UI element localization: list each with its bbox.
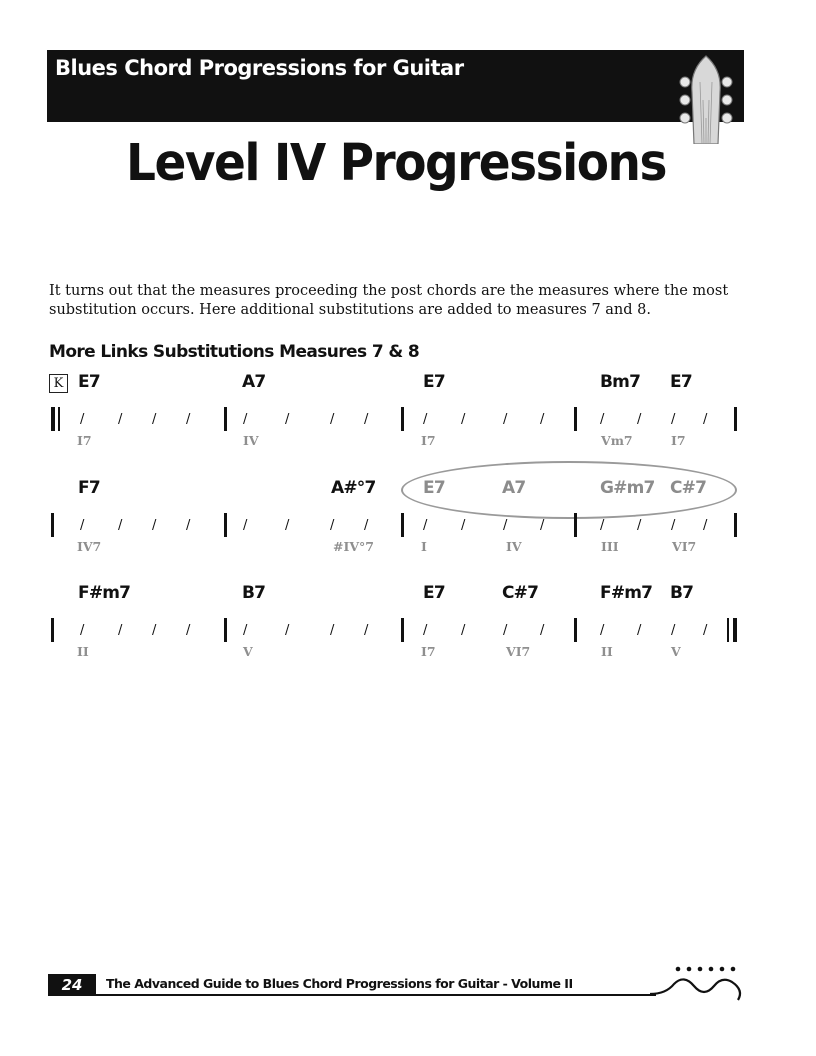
beat-slash: / bbox=[330, 623, 335, 638]
beat-slash: / bbox=[503, 623, 508, 638]
start-barline bbox=[51, 618, 54, 642]
chord-symbol: F#m7 bbox=[78, 583, 131, 603]
barline bbox=[401, 618, 404, 642]
chord-symbol: E7 bbox=[423, 583, 445, 603]
beat-slash: / bbox=[364, 518, 369, 533]
beat-slash: / bbox=[285, 518, 290, 533]
beat-slash: / bbox=[703, 623, 708, 638]
header-title: Blues Chord Progressions for Guitar bbox=[55, 56, 464, 80]
footer-rule bbox=[96, 994, 656, 996]
beat-slash: / bbox=[243, 518, 248, 533]
chord-symbol: C#7 bbox=[670, 478, 707, 498]
barline bbox=[224, 407, 227, 431]
chord-symbol: C#7 bbox=[502, 583, 539, 603]
chord-symbol: B7 bbox=[242, 583, 266, 603]
beat-slash: / bbox=[186, 518, 191, 533]
footer-book-title: The Advanced Guide to Blues Chord Progressions for Guitar - Volume II bbox=[106, 976, 573, 991]
beat-slash: / bbox=[703, 412, 708, 427]
beat-slash: / bbox=[118, 623, 123, 638]
beat-slash: / bbox=[152, 412, 157, 427]
chord-symbol: E7 bbox=[670, 372, 692, 392]
beat-slash: / bbox=[330, 412, 335, 427]
roman-numeral: I7 bbox=[671, 433, 686, 448]
roman-numeral: V bbox=[243, 644, 253, 659]
roman-numeral: I7 bbox=[421, 644, 436, 659]
roman-numeral: III bbox=[601, 539, 619, 554]
beat-slash: / bbox=[671, 412, 676, 427]
beat-slash: / bbox=[461, 518, 466, 533]
beat-slash: / bbox=[600, 518, 605, 533]
chord-symbol: A7 bbox=[502, 478, 526, 498]
beat-slash: / bbox=[671, 623, 676, 638]
beat-slash: / bbox=[600, 623, 605, 638]
beat-slash: / bbox=[540, 518, 545, 533]
end-barline bbox=[734, 407, 737, 431]
chord-symbol: B7 bbox=[670, 583, 694, 603]
beat-slash: / bbox=[152, 623, 157, 638]
chord-symbol: F7 bbox=[78, 478, 100, 498]
beat-slash: / bbox=[600, 412, 605, 427]
guitar-cable-icon bbox=[648, 962, 746, 1004]
barline bbox=[224, 618, 227, 642]
beat-slash: / bbox=[637, 623, 642, 638]
beat-slash: / bbox=[671, 518, 676, 533]
beat-slash: / bbox=[285, 412, 290, 427]
barline bbox=[574, 513, 577, 537]
beat-slash: / bbox=[637, 518, 642, 533]
start-repeat-barline bbox=[58, 407, 60, 431]
beat-slash: / bbox=[285, 623, 290, 638]
chord-symbol: E7 bbox=[423, 372, 445, 392]
beat-slash: / bbox=[637, 412, 642, 427]
beat-slash: / bbox=[80, 518, 85, 533]
chord-symbol: E7 bbox=[78, 372, 100, 392]
beat-slash: / bbox=[423, 518, 428, 533]
beat-slash: / bbox=[703, 518, 708, 533]
roman-numeral: I7 bbox=[77, 433, 92, 448]
chord-symbol: E7 bbox=[423, 478, 445, 498]
roman-numeral: II bbox=[77, 644, 89, 659]
section-heading: More Links Substitutions Measures 7 & 8 bbox=[49, 342, 420, 362]
beat-slash: / bbox=[540, 623, 545, 638]
start-barline bbox=[51, 513, 54, 537]
barline bbox=[401, 513, 404, 537]
chord-symbol: A7 bbox=[242, 372, 266, 392]
beat-slash: / bbox=[243, 623, 248, 638]
guitar-headstock-icon bbox=[676, 52, 736, 144]
final-barline bbox=[727, 618, 729, 642]
beat-slash: / bbox=[461, 623, 466, 638]
roman-numeral: IV bbox=[506, 539, 522, 554]
barline bbox=[574, 407, 577, 431]
barline bbox=[401, 407, 404, 431]
roman-numeral: VI7 bbox=[672, 539, 697, 554]
chord-symbol: A#°7 bbox=[331, 478, 376, 498]
page-number: 24 bbox=[48, 974, 96, 996]
page-title: Level IV Progressions bbox=[126, 133, 666, 194]
end-barline bbox=[734, 513, 737, 537]
beat-slash: / bbox=[461, 412, 466, 427]
roman-numeral: I bbox=[421, 539, 427, 554]
start-repeat-barline bbox=[51, 407, 55, 431]
beat-slash: / bbox=[80, 412, 85, 427]
beat-slash: / bbox=[152, 518, 157, 533]
beat-slash: / bbox=[243, 412, 248, 427]
beat-slash: / bbox=[503, 412, 508, 427]
roman-numeral: IV bbox=[243, 433, 259, 448]
beat-slash: / bbox=[118, 412, 123, 427]
roman-numeral: Vm7 bbox=[601, 433, 633, 448]
beat-slash: / bbox=[80, 623, 85, 638]
barline bbox=[224, 513, 227, 537]
chord-symbol: Bm7 bbox=[600, 372, 641, 392]
barline bbox=[574, 618, 577, 642]
beat-slash: / bbox=[186, 623, 191, 638]
beat-slash: / bbox=[540, 412, 545, 427]
beat-slash: / bbox=[118, 518, 123, 533]
roman-numeral: #IV°7 bbox=[333, 539, 374, 554]
intro-paragraph: It turns out that the measures proceeding the post chords are the measures where the most substitution occurs. Here additional substitutions are added to measures 7 and 8. bbox=[49, 283, 729, 318]
beat-slash: / bbox=[423, 623, 428, 638]
beat-slash: / bbox=[186, 412, 191, 427]
roman-numeral: IV7 bbox=[77, 539, 102, 554]
roman-numeral: I7 bbox=[421, 433, 436, 448]
beat-slash: / bbox=[364, 623, 369, 638]
chord-symbol: F#m7 bbox=[600, 583, 653, 603]
roman-numeral: VI7 bbox=[506, 644, 531, 659]
beat-slash: / bbox=[423, 412, 428, 427]
beat-slash: / bbox=[503, 518, 508, 533]
beat-slash: / bbox=[364, 412, 369, 427]
section-letter-box: K bbox=[49, 374, 68, 393]
chord-symbol: G#m7 bbox=[600, 478, 655, 498]
final-barline bbox=[733, 618, 737, 642]
beat-slash: / bbox=[330, 518, 335, 533]
roman-numeral: II bbox=[601, 644, 613, 659]
roman-numeral: V bbox=[671, 644, 681, 659]
